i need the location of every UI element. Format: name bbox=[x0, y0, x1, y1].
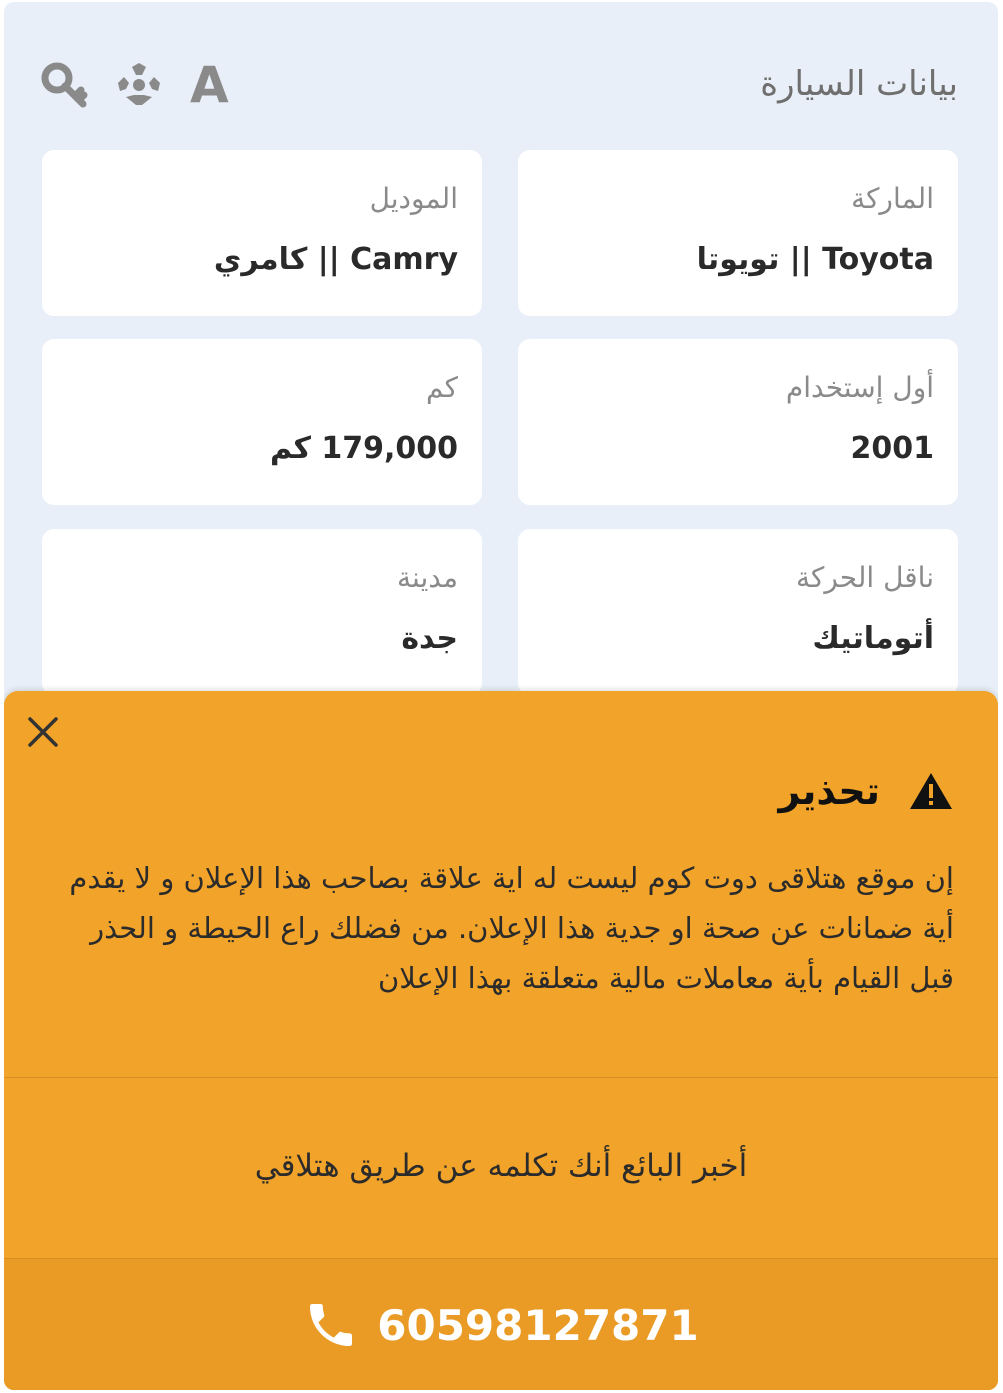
section-title: بيانات السيارة bbox=[760, 64, 958, 104]
warning-title: تحذير bbox=[778, 769, 880, 813]
tell-seller-text: أخبر البائع أنك تكلمه عن طريق هتلاقي bbox=[254, 1148, 748, 1184]
field-card-city bbox=[42, 529, 482, 695]
field-card-brand bbox=[518, 150, 958, 316]
field-value: Camry || كامري bbox=[213, 242, 458, 277]
field-card-first-use bbox=[518, 339, 958, 505]
car-details-page bbox=[4, 2, 998, 1390]
field-label: ناقل الحركة bbox=[796, 561, 934, 594]
field-value: 2001 bbox=[850, 431, 934, 466]
field-label: الماركة bbox=[851, 182, 934, 215]
phone-number: 60598127871 bbox=[377, 1300, 699, 1350]
field-value: 179,000 كم bbox=[269, 431, 458, 466]
field-label: مدينة bbox=[397, 561, 458, 594]
warning-sheet bbox=[4, 691, 998, 1390]
section-header bbox=[4, 42, 998, 132]
warning-header bbox=[778, 769, 954, 813]
header-icons bbox=[40, 56, 229, 114]
close-icon[interactable] bbox=[26, 715, 60, 749]
letter-a-icon[interactable]: A bbox=[190, 56, 229, 114]
field-value: أتوماتيك bbox=[812, 621, 934, 656]
key-icon[interactable] bbox=[40, 61, 88, 109]
field-card-model bbox=[42, 150, 482, 316]
recycle-icon[interactable] bbox=[114, 61, 164, 109]
warning-triangle-icon bbox=[908, 771, 954, 811]
field-value: Toyota || تويوتا bbox=[696, 242, 934, 277]
field-label: أول إستخدام bbox=[785, 371, 934, 404]
phone-icon bbox=[303, 1297, 359, 1353]
field-value: جدة bbox=[401, 621, 458, 656]
field-card-transmission bbox=[518, 529, 958, 695]
warning-body: إن موقع هتلاقى دوت كوم ليست له اية علاقة بصاحب هذا الإعلان و لا يقدم أية ضمانات عن صحة او جدية هذا الإعلان. من فضلك راع الحيطة و الحذر قبل القيام بأية معاملات مالية متعلقة بهذا الإعلان bbox=[69, 861, 954, 995]
call-button[interactable] bbox=[4, 1258, 998, 1390]
field-label: الموديل bbox=[369, 182, 458, 215]
field-card-mileage bbox=[42, 339, 482, 505]
field-label: كم bbox=[426, 371, 458, 404]
